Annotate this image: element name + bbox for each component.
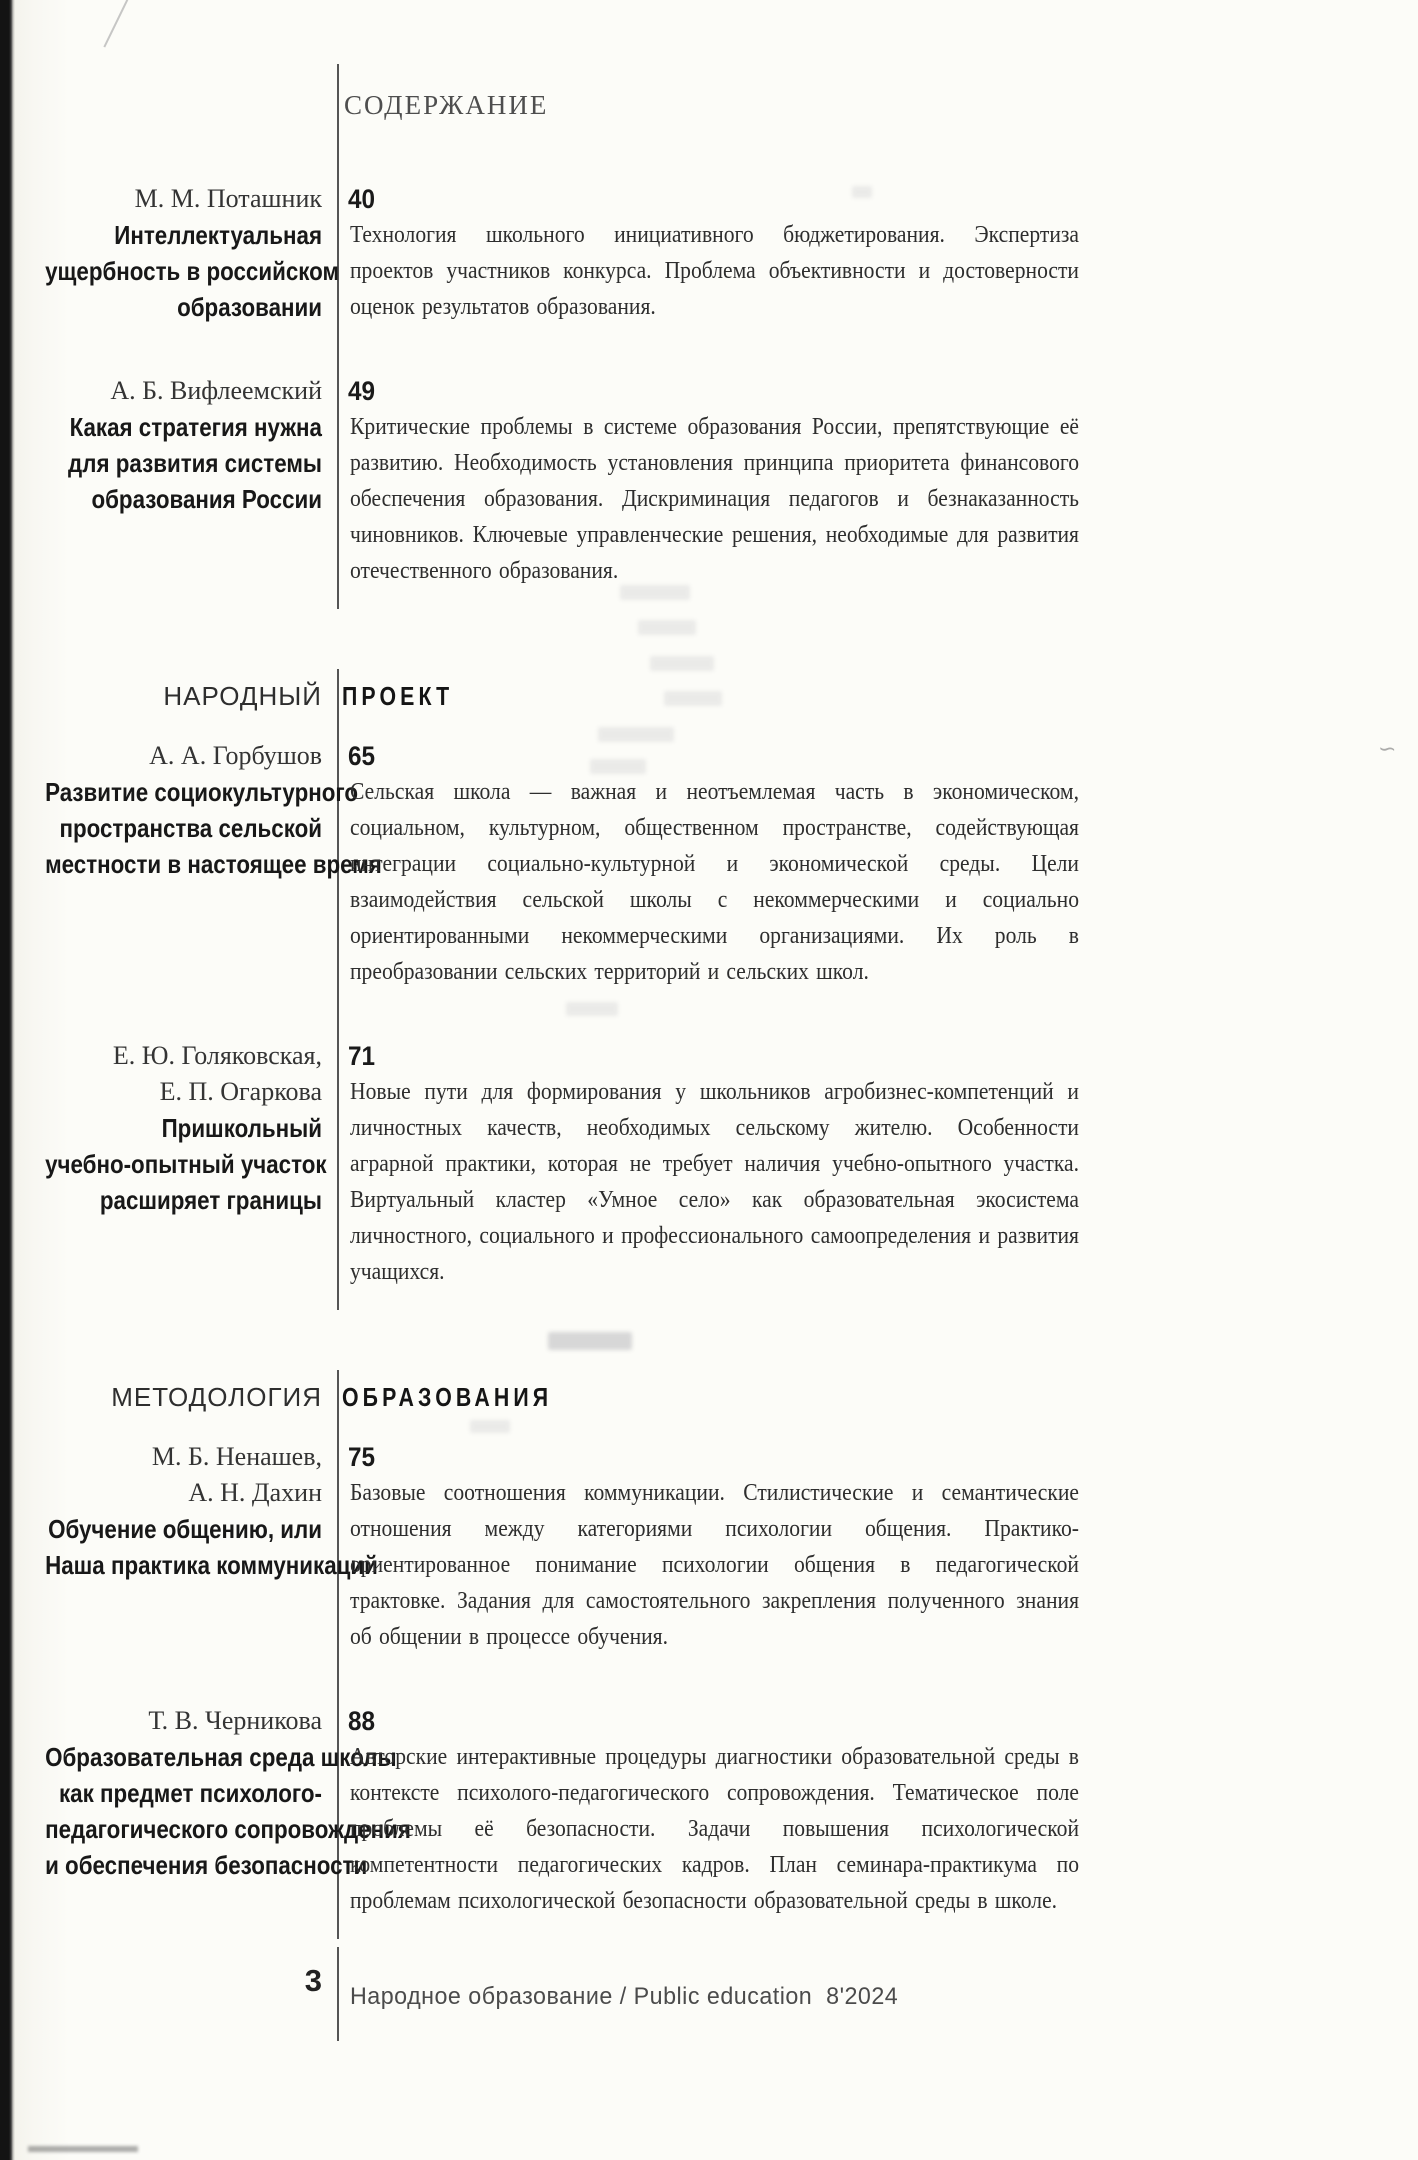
entry-title	[0, 409, 322, 517]
entry-page-number: 65	[348, 741, 376, 771]
entry-title	[0, 1739, 411, 1883]
author-line: Т. В. Черникова	[148, 1706, 322, 1735]
section-header-regular: МЕТОДОЛОГИЯ	[111, 1382, 322, 1412]
sections	[0, 181, 1418, 1939]
title-line: и обеспечения безопасности	[45, 1850, 368, 1880]
entry-summary: Критические проблемы в системе образования России, препятствующие её развитию. Необходимость установления принципа приоритета финансового обеспечения образования. Дискриминация педагогов и безнаказанность чиновников. Ключевые управленческие решения, необходимые для развития отечественного образования.	[350, 414, 1079, 584]
title-line: пространства сельской	[59, 813, 323, 843]
title-line: для развития системы	[68, 448, 323, 478]
author-line: М. Б. Ненашев,	[151, 1442, 322, 1471]
author-line: Е. Ю. Голяковская,	[112, 1041, 322, 1070]
page-footer	[0, 1947, 1418, 2041]
title-line: Пришкольный	[161, 1113, 322, 1143]
entry-title	[0, 774, 382, 882]
toc-entry	[0, 1655, 1418, 1939]
title-line: Развитие социокультурного	[45, 777, 359, 807]
entry-summary: Сельская школа — важная и неотъемлемая часть в экономическом, социальном, культурном, общественном пространстве, содействующая интеграции социально-культурной и экономической среды. Цели взаимодействия сельской школы с некоммерческими и социально ориентированными некоммерческими организациями. Их роль в преобразовании сельских территорий и сельских школ.	[350, 779, 1079, 985]
entry-authors	[0, 373, 322, 409]
toc-section	[0, 1370, 1418, 1939]
entry-page-number: 40	[348, 184, 376, 214]
section-header-bold: ПРОЕКТ	[342, 681, 454, 711]
section-header	[0, 669, 1418, 738]
author-line: А. Б. Вифлеемский	[110, 376, 322, 405]
toc-entry	[0, 325, 1418, 609]
author-line: Е. П. Огаркова	[159, 1077, 322, 1106]
title-line: как предмет психолого-	[58, 1778, 322, 1808]
entry-page-number: 88	[348, 1706, 376, 1736]
toc-entry	[0, 990, 1418, 1310]
title-line: Какая стратегия нужна	[69, 412, 322, 442]
section-header-regular: НАРОДНЫЙ	[163, 681, 322, 711]
entry-summary: Новые пути для формирования у школьников агробизнес-компетенций и личностных качеств, необходимых сельскому жителю. Особенности аграрной практики, которая не требует наличия учебно-опытного участка. Виртуальный кластер «Умное село» как образовательная экосистема личностного, социального и профессионального самоопределения и развития учащихся.	[350, 1079, 1079, 1285]
entry-page-number: 75	[348, 1442, 376, 1472]
entry-page-number: 49	[348, 376, 376, 406]
author-line: М. М. Поташник	[134, 184, 322, 213]
scan-artifact	[103, 0, 130, 48]
title-line: образования России	[91, 484, 322, 514]
toc-entry	[0, 1439, 1418, 1655]
title-line: расширяет границы	[99, 1185, 322, 1215]
section-header	[0, 1370, 1418, 1439]
title-line: педагогического сопровождения	[45, 1814, 411, 1844]
entry-title	[0, 217, 340, 325]
toc-entry	[0, 738, 1418, 990]
entry-authors	[0, 1703, 322, 1739]
toc-entry	[0, 181, 1418, 325]
title-line: местности в настоящее время	[45, 849, 382, 879]
author-line: А. А. Горбушов	[149, 741, 322, 770]
title-line: образовании	[177, 292, 322, 322]
entry-authors	[0, 181, 322, 217]
entry-page-number: 71	[348, 1041, 376, 1071]
scan-artifact: ∽	[1378, 736, 1397, 761]
title-line: учебно-опытный участок	[45, 1149, 327, 1179]
title-line: Интеллектуальная	[114, 220, 322, 250]
toc-section	[0, 181, 1418, 609]
title-line: ущербность в российском	[45, 256, 340, 286]
toc-heading-left-margin	[0, 64, 337, 181]
entry-authors	[0, 1439, 322, 1511]
scan-artifact	[28, 2146, 138, 2152]
toc-heading-row	[0, 64, 1418, 181]
toc-content	[0, 64, 1418, 2041]
title-line: Образовательная среда школы	[45, 1742, 397, 1772]
entry-title	[0, 1110, 327, 1218]
entry-authors	[0, 738, 322, 774]
toc-section	[0, 669, 1418, 1310]
entry-summary: Технология школьного инициативного бюджетирования. Экспертиза проектов участников конкурса. Проблема объективности и достоверности оценок результатов образования.	[350, 222, 1079, 320]
entry-title	[0, 1511, 378, 1583]
page-number: 3	[304, 1963, 322, 1998]
journal-title-line: Народное образование / Public education 8'2024	[350, 1983, 899, 2010]
entry-authors	[0, 1038, 322, 1110]
entry-summary: Авторские интерактивные процедуры диагностики образовательной среды в контексте психолого-педагогического сопровождения. Тематическое поле проблемы её безопасности. Задачи повышения психологической компетентности педагогических кадров. План семинара-практикума по проблемам психологической безопасности образовательной среды в школе.	[350, 1744, 1079, 1914]
author-line: А. Н. Дахин	[188, 1478, 322, 1507]
section-header-bold: ОБРАЗОВАНИЯ	[342, 1382, 553, 1412]
entry-summary: Базовые соотношения коммуникации. Стилистические и семантические отношения между категориями психологии общения. Практико-ориентированное понимание психологии общения в педагогической трактовке. Задания для самостоятельного закрепления полученного знания об общении в процессе обучения.	[350, 1480, 1079, 1650]
title-line: Наша практика коммуникаций	[45, 1550, 378, 1580]
toc-heading: СОДЕРЖАНИЕ	[344, 90, 549, 120]
title-line: Обучение общению, или	[48, 1514, 322, 1544]
